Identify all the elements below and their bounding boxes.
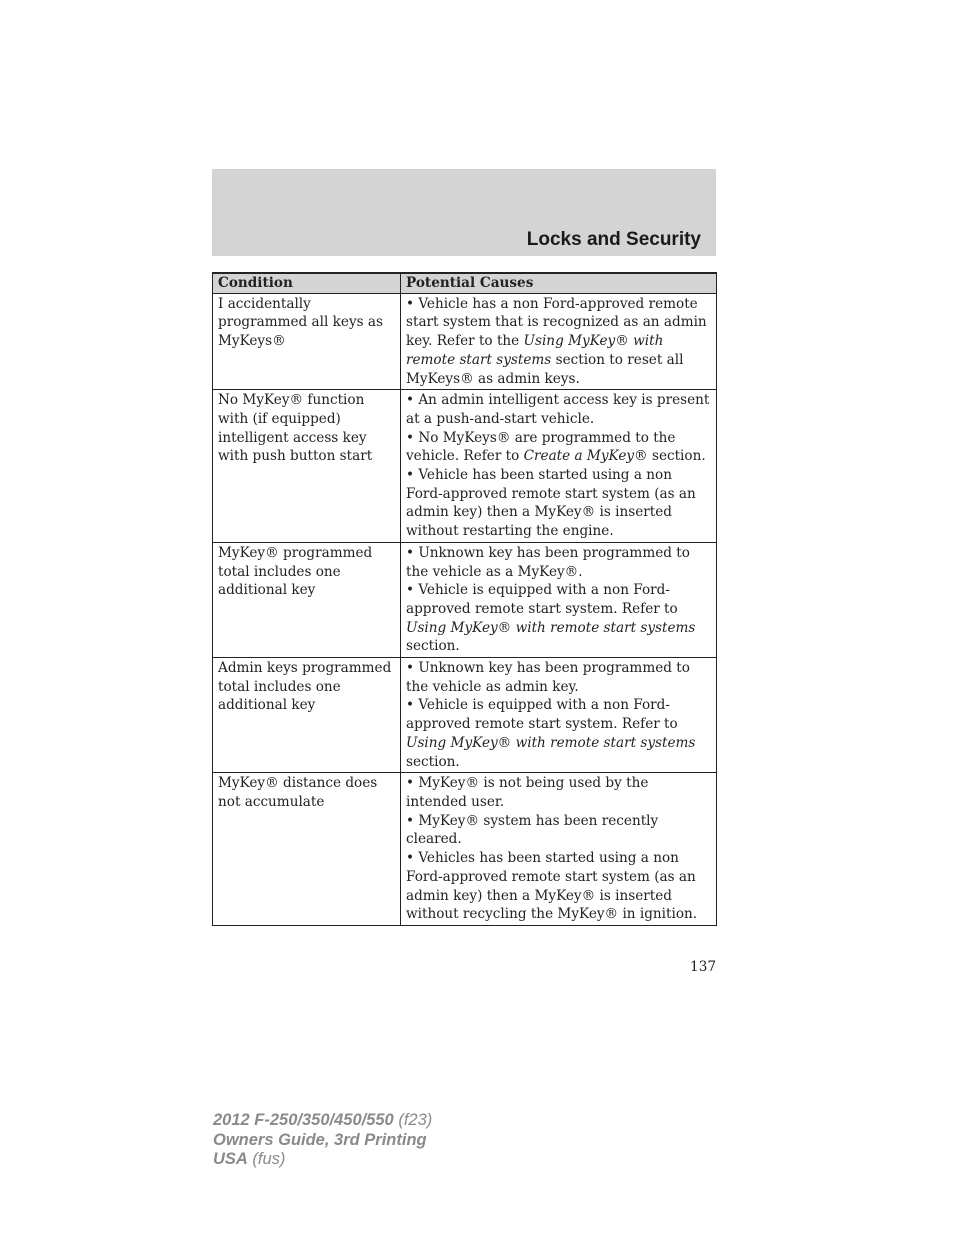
cause-item	[406, 429, 712, 466]
condition-cell: MyKey® distance does not accumulate	[213, 773, 401, 926]
section-reference: Using MyKey® with remote start systems	[406, 734, 696, 751]
cause-text: section.	[406, 753, 460, 770]
cause-item	[406, 581, 712, 656]
cause-text: • Unknown key has been programmed to the vehicle as admin key.	[406, 660, 690, 695]
condition-cell: No MyKey® function with (if equipped) intelligent access key with push button start	[213, 390, 401, 543]
section-header-band	[212, 169, 716, 256]
table-header-row	[213, 273, 717, 293]
cause-item	[406, 774, 712, 811]
document-footer	[213, 1111, 432, 1170]
condition-cell: Admin keys programmed total includes one additional key	[213, 658, 401, 773]
cause-text: • Vehicle has been started using a non Ford-approved remote start system (as an admin key) then a MyKey® is inserted without restarting the engine.	[406, 467, 696, 540]
table-row	[213, 390, 717, 543]
cause-text: • Vehicle has a non Ford-approved remote start system that is recognized as an admin key. Refer to the	[406, 295, 707, 350]
potential-causes-cell	[401, 293, 717, 390]
cause-text: • MyKey® is not being used by the intended user.	[406, 775, 649, 810]
cause-text: • MyKey® system has been recently cleared.	[406, 812, 659, 848]
cause-text: section.	[406, 638, 460, 655]
footer-market-code: (fus)	[247, 1150, 286, 1168]
potential-causes-cell	[401, 390, 717, 543]
cause-item	[406, 466, 712, 541]
cause-text: • Vehicle is equipped with a non Ford-approved remote start system. Refer to	[406, 582, 678, 617]
cause-item	[406, 812, 712, 849]
potential-causes-cell	[401, 542, 717, 657]
cause-text: section to reset all MyKeys® as admin keys.	[406, 351, 684, 387]
footer-model-code: (f23)	[393, 1111, 433, 1129]
cause-item	[406, 659, 712, 696]
cause-text: • No MyKeys® are programmed to the vehicle. Refer to	[406, 429, 676, 465]
section-reference: Using MyKey® with remote start systems	[406, 333, 664, 368]
cause-item	[406, 849, 712, 924]
table-row	[213, 293, 717, 390]
column-header-condition: Condition	[213, 273, 401, 293]
cause-text: • Unknown key has been programmed to the vehicle as a MyKey®.	[406, 544, 690, 580]
page-number: 137	[690, 959, 716, 975]
footer-market-line	[213, 1150, 432, 1170]
cause-text: • Vehicles has been started using a non Ford-approved remote start system (as an admin key) then a MyKey® is inserted without recycling the MyKey® in ignition.	[406, 850, 698, 923]
cause-item	[406, 696, 712, 771]
cause-item	[406, 295, 712, 389]
footer-model-line	[213, 1111, 432, 1131]
footer-edition-line: Owners Guide, 3rd Printing	[213, 1130, 427, 1149]
condition-cell: I accidentally programmed all keys as MyKeys®	[213, 293, 401, 390]
table-body	[213, 293, 717, 925]
cause-text: section.	[647, 448, 706, 465]
potential-causes-cell	[401, 773, 717, 926]
cause-text: • An admin intelligent access key is present at a push-and-start vehicle.	[406, 392, 710, 427]
cause-item	[406, 391, 712, 428]
potential-causes-cell	[401, 658, 717, 773]
column-header-potential-causes: Potential Causes	[401, 273, 717, 293]
table-row	[213, 542, 717, 657]
footer-model: 2012 F-250/350/450/550	[213, 1111, 394, 1129]
table-row	[213, 773, 717, 926]
cause-item	[406, 544, 712, 581]
condition-cell: MyKey® programmed total includes one additional key	[213, 542, 401, 657]
footer-market: USA	[213, 1150, 248, 1168]
cause-text: • Vehicle is equipped with a non Ford-approved remote start system. Refer to	[406, 697, 678, 733]
section-title: Locks and Security	[526, 229, 701, 250]
mykey-troubleshooting-table	[212, 272, 717, 926]
section-reference: Create a MyKey®	[523, 448, 648, 465]
table-row	[213, 658, 717, 773]
section-reference: Using MyKey® with remote start systems	[406, 619, 696, 636]
